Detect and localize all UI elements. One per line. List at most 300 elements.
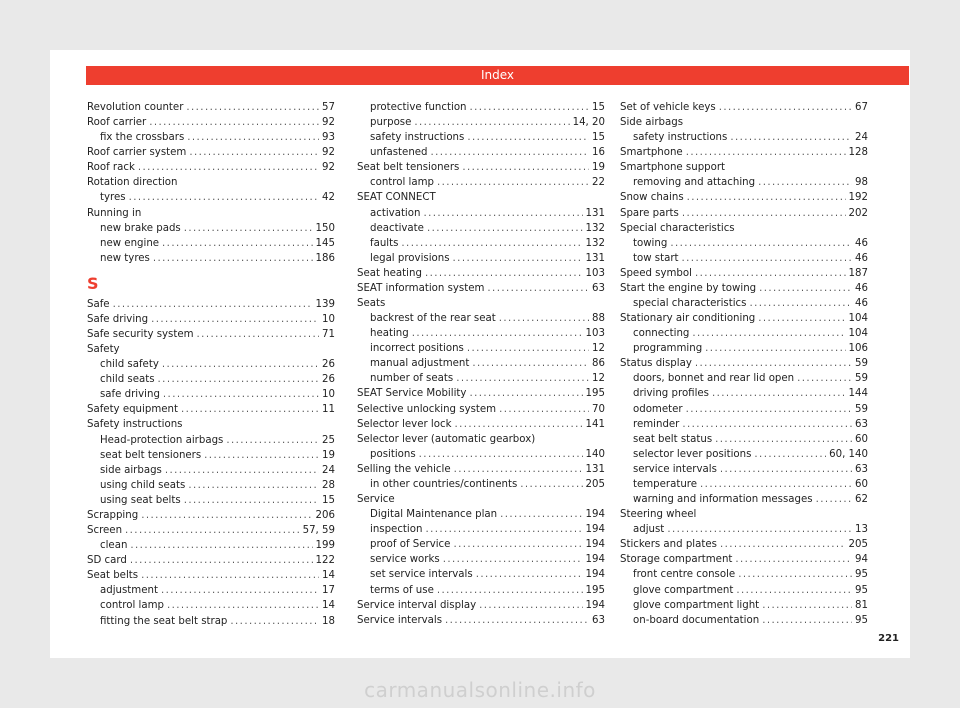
index-page-ref: 70 — [592, 403, 605, 415]
index-subentry — [620, 326, 868, 341]
index-entry — [87, 553, 335, 568]
index-subentry — [87, 463, 335, 478]
index-page-ref: 71 — [322, 329, 335, 341]
dot-leader — [758, 311, 845, 326]
index-subentry — [87, 598, 335, 613]
index-page-ref: 95 — [855, 569, 868, 581]
dot-leader — [686, 402, 852, 417]
dot-leader — [749, 296, 852, 311]
index-term: Safe — [87, 298, 110, 310]
index-term: SEAT CONNECT — [357, 192, 436, 204]
index-page-ref: 14, 20 — [572, 117, 605, 129]
index-subentry — [87, 614, 335, 629]
index-page-ref: 93 — [322, 132, 335, 144]
dot-leader — [454, 462, 583, 477]
index-entry — [87, 312, 335, 327]
dot-leader — [759, 281, 852, 296]
index-subentry — [620, 175, 868, 190]
index-term: temperature — [633, 478, 698, 490]
index-entry — [620, 537, 868, 552]
index-term: proof of Service — [370, 539, 451, 551]
index-subentry — [357, 507, 605, 522]
index-entry — [357, 613, 605, 628]
index-entry — [87, 523, 335, 538]
index-term: Running in — [87, 207, 142, 219]
index-term: fitting the seat belt strap — [100, 615, 228, 627]
dot-leader — [186, 100, 319, 115]
index-page-ref: 26 — [322, 374, 335, 386]
index-page-ref: 206 — [315, 509, 335, 521]
dot-leader — [184, 493, 319, 508]
index-entry — [620, 281, 868, 296]
index-page-ref: 150 — [315, 222, 335, 234]
index-subentry — [87, 372, 335, 387]
index-page-ref: 59 — [855, 403, 868, 415]
index-entry — [87, 175, 335, 190]
index-term: selector lever positions — [633, 448, 752, 460]
index-entry — [620, 145, 868, 160]
index-term: Rotation direction — [87, 177, 178, 189]
index-subentry — [620, 598, 868, 613]
index-subentry — [357, 477, 605, 492]
index-term: child safety — [100, 359, 159, 371]
dot-leader — [695, 356, 852, 371]
index-term: Stickers and plates — [620, 539, 717, 551]
index-page-ref: 187 — [848, 267, 868, 279]
index-term: Speed symbol — [620, 267, 692, 279]
index-subentry — [620, 462, 868, 477]
index-page-ref: 18 — [322, 615, 335, 627]
index-term: safety instructions — [633, 132, 728, 144]
index-subentry — [620, 613, 868, 628]
index-entry — [87, 402, 335, 417]
index-subentry — [357, 537, 605, 552]
dot-leader — [161, 583, 319, 598]
index-page-ref: 103 — [585, 328, 605, 340]
dot-leader — [692, 326, 845, 341]
index-entry — [620, 266, 868, 281]
index-subentry — [87, 448, 335, 463]
dot-leader — [797, 371, 852, 386]
dot-leader — [162, 236, 313, 251]
index-subentry — [87, 236, 335, 251]
index-page-ref: 144 — [848, 388, 868, 400]
index-subentry — [620, 402, 868, 417]
dot-leader — [427, 221, 583, 236]
index-entry — [87, 508, 335, 523]
index-term: on-board documentation — [633, 614, 760, 626]
index-term: programming — [633, 343, 703, 355]
index-page — [50, 50, 910, 658]
index-subentry — [620, 341, 868, 356]
index-term: Roof carrier system — [87, 147, 187, 159]
index-term: incorrect positions — [370, 343, 464, 355]
index-term: Safety equipment — [87, 404, 178, 416]
dot-leader — [762, 613, 852, 628]
dot-leader — [443, 552, 583, 567]
index-term: service intervals — [633, 463, 717, 475]
dot-leader — [472, 356, 589, 371]
index-term: Seat belt tensioners — [357, 162, 460, 174]
index-page-ref: 25 — [322, 434, 335, 446]
index-term: faults — [370, 237, 399, 249]
index-page-ref: 131 — [585, 207, 605, 219]
index-term: safe driving — [100, 389, 160, 401]
index-entry — [87, 568, 335, 583]
index-term: Selective unlocking system — [357, 403, 497, 415]
index-page-ref: 60 — [855, 433, 868, 445]
index-term: new tyres — [100, 252, 150, 264]
index-page-ref: 104 — [848, 313, 868, 325]
index-term: SEAT information system — [357, 282, 485, 294]
index-subentry — [620, 492, 868, 507]
index-page-ref: 194 — [585, 509, 605, 521]
dot-leader — [162, 357, 319, 372]
index-subentry — [620, 447, 868, 462]
index-term: deactivate — [370, 222, 424, 234]
index-subentry — [357, 115, 605, 130]
index-entry — [357, 462, 605, 477]
dot-leader — [686, 145, 846, 160]
dot-leader — [705, 341, 845, 356]
dot-leader — [719, 100, 852, 115]
dot-leader — [423, 206, 582, 221]
index-page-ref: 63 — [592, 614, 605, 626]
index-subentry — [87, 433, 335, 448]
index-term: number of seats — [370, 373, 454, 385]
index-term: new brake pads — [100, 222, 181, 234]
index-term: Revolution counter — [87, 102, 184, 113]
index-subentry — [620, 236, 868, 251]
dot-leader — [151, 312, 319, 327]
index-term: control lamp — [100, 600, 165, 612]
index-page-ref: 98 — [855, 177, 868, 189]
index-entry — [87, 160, 335, 175]
index-page-ref: 10 — [322, 313, 335, 325]
index-term: fix the crossbars — [100, 132, 185, 144]
dot-leader — [197, 327, 319, 342]
index-page-ref: 60, 140 — [829, 448, 868, 460]
index-page-ref: 128 — [848, 147, 868, 159]
index-entry — [357, 296, 605, 311]
index-page-ref: 57, 59 — [302, 525, 335, 537]
index-entry — [357, 281, 605, 296]
index-page-ref: 205 — [848, 539, 868, 551]
index-entry — [620, 507, 868, 522]
dot-leader — [414, 115, 569, 130]
index-page-ref: 62 — [855, 494, 868, 506]
dot-leader — [754, 447, 826, 462]
index-entry — [87, 206, 335, 221]
index-page-ref: 14 — [322, 570, 335, 582]
index-term: warning and information messages — [633, 494, 813, 506]
index-page-ref: 122 — [315, 555, 335, 567]
dot-leader — [720, 537, 846, 552]
dot-leader — [720, 462, 852, 477]
index-term: Stationary air conditioning — [620, 313, 756, 325]
dot-leader — [153, 251, 313, 266]
dot-leader — [499, 402, 589, 417]
index-subentry — [357, 522, 605, 537]
index-term: heating — [370, 328, 409, 340]
dot-leader — [230, 614, 319, 629]
index-term: seat belt tensioners — [100, 449, 202, 461]
index-letter-heading: S — [87, 273, 99, 293]
index-term: Set of vehicle keys — [620, 102, 716, 113]
index-term: doors, bonnet and rear lid open — [633, 373, 795, 385]
index-term: in other countries/continents — [370, 478, 518, 490]
dot-leader — [187, 130, 319, 145]
index-term: removing and attaching — [633, 177, 756, 189]
index-column-1 — [87, 100, 335, 629]
index-term: Safe driving — [87, 313, 149, 325]
index-term: driving profiles — [633, 388, 709, 400]
index-subentry — [87, 251, 335, 266]
index-term: Digital Maintenance plan — [370, 509, 498, 521]
index-page-ref: 67 — [855, 102, 868, 113]
index-term: new engine — [100, 237, 160, 249]
index-entry — [620, 115, 868, 130]
index-subentry — [620, 522, 868, 537]
index-entry — [357, 266, 605, 281]
dot-leader — [520, 477, 582, 492]
index-term: backrest of the rear seat — [370, 313, 496, 325]
index-term: towing — [633, 237, 668, 249]
dot-leader — [437, 175, 589, 190]
index-entry — [620, 311, 868, 326]
index-column-2 — [357, 100, 605, 628]
index-entry — [357, 598, 605, 613]
dot-leader — [453, 251, 583, 266]
index-term: Roof carrier — [87, 117, 147, 129]
index-column-3 — [620, 100, 868, 628]
dot-leader — [682, 417, 852, 432]
index-page-ref: 15 — [322, 494, 335, 506]
index-entry — [620, 206, 868, 221]
dot-leader — [163, 387, 319, 402]
index-page-ref: 28 — [322, 479, 335, 491]
dot-leader — [401, 236, 582, 251]
index-page-ref: 194 — [585, 539, 605, 551]
index-subentry — [620, 583, 868, 598]
index-term: terms of use — [370, 584, 434, 596]
index-subentry — [357, 552, 605, 567]
index-term: Safe security system — [87, 329, 194, 341]
index-subentry — [87, 478, 335, 493]
index-entry — [87, 145, 335, 160]
index-entry — [87, 417, 335, 432]
dot-leader — [695, 266, 846, 281]
index-term: Seats — [357, 298, 386, 310]
index-page-ref: 13 — [855, 524, 868, 536]
dot-leader — [453, 537, 582, 552]
index-subentry — [357, 356, 605, 371]
dot-leader — [682, 251, 853, 266]
index-subentry — [87, 387, 335, 402]
index-page-ref: 132 — [585, 222, 605, 234]
dot-leader — [130, 538, 312, 553]
index-subentry — [620, 417, 868, 432]
index-page-ref: 145 — [315, 237, 335, 249]
dot-leader — [816, 492, 852, 507]
dot-leader — [419, 447, 583, 462]
index-term: SD card — [87, 555, 127, 567]
index-term: Spare parts — [620, 207, 679, 219]
index-page-ref: 26 — [322, 359, 335, 371]
index-subentry — [357, 145, 605, 160]
index-term: Selector lever lock — [357, 418, 452, 430]
index-entry — [87, 115, 335, 130]
dot-leader — [476, 567, 583, 582]
index-term: side airbags — [100, 464, 162, 476]
index-term: Safety — [87, 344, 120, 356]
index-subentry — [620, 386, 868, 401]
index-page-ref: 63 — [855, 463, 868, 475]
index-entry — [620, 221, 868, 236]
index-subentry — [87, 583, 335, 598]
index-page-ref: 22 — [592, 177, 605, 189]
index-page-ref: 14 — [322, 600, 335, 612]
dot-leader — [189, 145, 319, 160]
index-page-ref: 59 — [855, 358, 868, 370]
index-page-ref: 140 — [585, 448, 605, 460]
index-subentry — [357, 371, 605, 386]
index-subentry — [87, 357, 335, 372]
index-term: activation — [370, 207, 421, 219]
index-page-ref: 60 — [855, 478, 868, 490]
index-page-ref: 131 — [585, 252, 605, 264]
dot-leader — [758, 175, 852, 190]
index-page-ref: 92 — [322, 162, 335, 174]
index-subentry — [357, 221, 605, 236]
index-term: safety instructions — [370, 132, 465, 144]
index-subentry — [357, 100, 605, 115]
dot-leader — [226, 433, 319, 448]
index-term: Snow chains — [620, 192, 684, 204]
index-page-ref: 106 — [848, 343, 868, 355]
index-subentry — [357, 326, 605, 341]
index-page-ref: 194 — [585, 569, 605, 581]
dot-leader — [456, 371, 589, 386]
index-page-ref: 205 — [585, 478, 605, 490]
dot-leader — [138, 160, 319, 175]
dot-leader — [467, 341, 589, 356]
dot-leader — [479, 598, 582, 613]
index-term: SEAT Service Mobility — [357, 388, 467, 400]
index-term: Smartphone — [620, 147, 683, 159]
index-subentry — [620, 432, 868, 447]
index-page-ref: 195 — [585, 388, 605, 400]
index-page-ref: 24 — [855, 132, 868, 144]
index-page-ref: 104 — [848, 328, 868, 340]
dot-leader — [165, 463, 319, 478]
index-term: Steering wheel — [620, 509, 697, 521]
index-header: Index — [86, 66, 909, 85]
dot-leader — [700, 477, 852, 492]
index-term: front centre console — [633, 569, 736, 581]
index-page-ref: 59 — [855, 373, 868, 385]
index-page-ref: 92 — [322, 117, 335, 129]
index-entry — [620, 100, 868, 115]
index-subentry — [357, 341, 605, 356]
index-term: positions — [370, 448, 416, 460]
index-page-ref: 11 — [322, 404, 335, 416]
index-term: Status display — [620, 358, 692, 370]
index-page-ref: 63 — [855, 418, 868, 430]
dot-leader — [129, 190, 319, 205]
index-subentry — [87, 190, 335, 205]
dot-leader — [141, 568, 319, 583]
index-subentry — [357, 251, 605, 266]
index-subentry — [357, 583, 605, 598]
dot-leader — [735, 552, 852, 567]
index-term: Roof rack — [87, 162, 135, 174]
dot-leader — [130, 553, 313, 568]
index-subentry — [357, 206, 605, 221]
dot-leader — [469, 386, 582, 401]
index-term: connecting — [633, 328, 690, 340]
index-page-ref: 139 — [315, 298, 335, 310]
dot-leader — [670, 236, 852, 251]
index-subentry — [357, 447, 605, 462]
index-page-ref: 94 — [855, 554, 868, 566]
dot-leader — [158, 372, 319, 387]
index-page-ref: 186 — [315, 252, 335, 264]
index-term: Side airbags — [620, 117, 684, 129]
index-page-ref: 63 — [592, 282, 605, 294]
index-term: Scrapping — [87, 509, 139, 521]
index-subentry — [357, 567, 605, 582]
index-page-ref: 16 — [592, 147, 605, 159]
dot-leader — [712, 386, 846, 401]
dot-leader — [425, 522, 582, 537]
dot-leader — [188, 478, 319, 493]
index-page-ref: 19 — [322, 449, 335, 461]
index-page-ref: 15 — [592, 102, 605, 113]
dot-leader — [167, 598, 319, 613]
index-term: control lamp — [370, 177, 435, 189]
index-page-ref: 42 — [322, 192, 335, 204]
index-page-ref: 131 — [585, 463, 605, 475]
dot-leader — [125, 523, 300, 538]
index-term: child seats — [100, 374, 155, 386]
index-subentry — [620, 251, 868, 266]
index-subentry — [87, 538, 335, 553]
index-entry — [87, 100, 335, 115]
dot-leader — [462, 160, 589, 175]
dot-leader — [184, 221, 313, 236]
index-page-ref: 195 — [585, 584, 605, 596]
index-page-ref: 10 — [322, 389, 335, 401]
index-entry — [620, 160, 868, 175]
index-term: Seat heating — [357, 267, 422, 279]
index-subentry — [357, 130, 605, 145]
index-page-ref: 88 — [592, 313, 605, 325]
index-subentry — [620, 130, 868, 145]
index-page-ref: 57 — [322, 102, 335, 113]
dot-leader — [470, 100, 590, 115]
dot-leader — [437, 583, 583, 598]
index-term: reminder — [633, 418, 680, 430]
index-page-ref: 12 — [592, 343, 605, 355]
index-entry — [357, 432, 605, 447]
index-page-ref: 86 — [592, 358, 605, 370]
index-term: Head-protection airbags — [100, 434, 224, 446]
index-page-ref: 132 — [585, 237, 605, 249]
index-term: set service intervals — [370, 569, 473, 581]
index-page-ref: 95 — [855, 584, 868, 596]
dot-leader — [181, 402, 319, 417]
